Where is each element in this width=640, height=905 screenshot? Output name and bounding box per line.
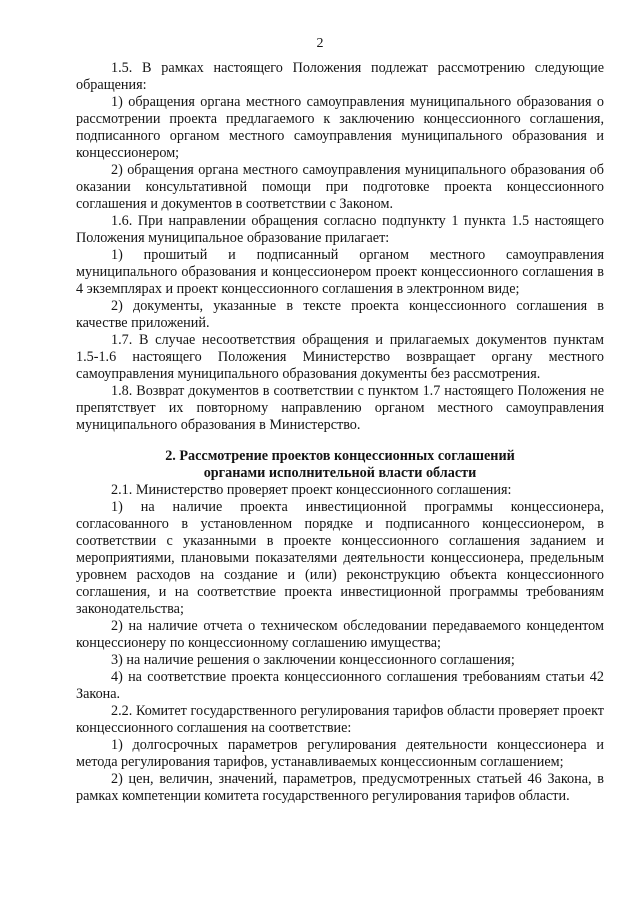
paragraph-2-1-item-2: 2) на наличие отчета о техническом обследовании передаваемого концедентом концессионеру по концессионному соглашению имущества; — [76, 618, 604, 651]
paragraph-2-1-item-1: 1) на наличие проекта инвестиционной программы концессионера, согласованного в установленном порядке и подписанного концессионером, в соответствии с указанными в проекте концессионного соглашения заданием и мероприятиями, плановыми показателями деятельности концессионера, предельным уровнем расходов на создание и (или) реконструкцию объекта концессионного соглашения, и на соответствие проекта инвестиционной программы требованиям законодательства; — [76, 499, 604, 617]
paragraph-2-2-item-1: 1) долгосрочных параметров регулирования деятельности концессионера и метода регулирования тарифов, устанавливаемых концессионным соглашением; — [76, 737, 604, 770]
paragraph-2-1: 2.1. Министерство проверяет проект концессионного соглашения: — [111, 482, 512, 498]
paragraph-1-5-item-1: 1) обращения органа местного самоуправления муниципального образования о рассмотрении проекта предлагаемого к заключению концессионного соглашения, подписанного органом местного самоуправления муниципального образования и концессионером; — [76, 94, 604, 161]
section-2-heading-line-1: 2. Рассмотрение проектов концессионных соглашений — [165, 448, 515, 464]
paragraph-2-2: 2.2. Комитет государственного регулирования тарифов области проверяет проект концессионного соглашения на соответствие: — [76, 703, 604, 736]
paragraph-2-1-item-3: 3) на наличие решения о заключении концессионного соглашения; — [111, 652, 515, 668]
paragraph-1-6-item-1: 1) прошитый и подписанный органом местного самоуправления муниципального образования и концессионером проект концессионного соглашения в 4 экземплярах и проект концессионного соглашения в электронном виде; — [76, 247, 604, 297]
paragraph-1-5: 1.5. В рамках настоящего Положения подлежат рассмотрению следующие обращения: — [76, 60, 604, 93]
paragraph-2-2-item-2: 2) цен, величин, значений, параметров, предусмотренных статьей 46 Закона, в рамках компетенции комитета государственного регулирования тарифов области. — [76, 771, 604, 804]
section-2-heading-line-2: органами исполнительной власти области — [203, 465, 477, 481]
section-2-heading — [76, 448, 604, 482]
paragraph-1-8: 1.8. Возврат документов в соответствии с пунктом 1.7 настоящего Положения не препятствует их повторному направлению органом местного самоуправления муниципального образования в Министерство. — [76, 383, 604, 433]
paragraph-1-5-item-2: 2) обращения органа местного самоуправления муниципального образования об оказании консультативной помощи при подготовке проекта концессионного соглашения и документов в соответствии с Законом. — [76, 162, 604, 212]
document-body — [76, 60, 604, 805]
paragraph-2-1-item-4: 4) на соответствие проекта концессионного соглашения требованиям статьи 42 Закона. — [76, 669, 604, 702]
paragraph-1-7: 1.7. В случае несоответствия обращения и прилагаемых документов пунктам 1.5-1.6 настоящего Положения Министерство возвращает органу местного самоуправления муниципального образования документы без рассмотрения. — [76, 332, 604, 382]
page-number: 2 — [316, 36, 324, 51]
paragraph-1-6: 1.6. При направлении обращения согласно подпункту 1 пункта 1.5 настоящего Положения муниципальное образование прилагает: — [76, 213, 604, 246]
paragraph-1-6-item-2: 2) документы, указанные в тексте проекта концессионного соглашения в качестве приложений. — [76, 298, 604, 331]
